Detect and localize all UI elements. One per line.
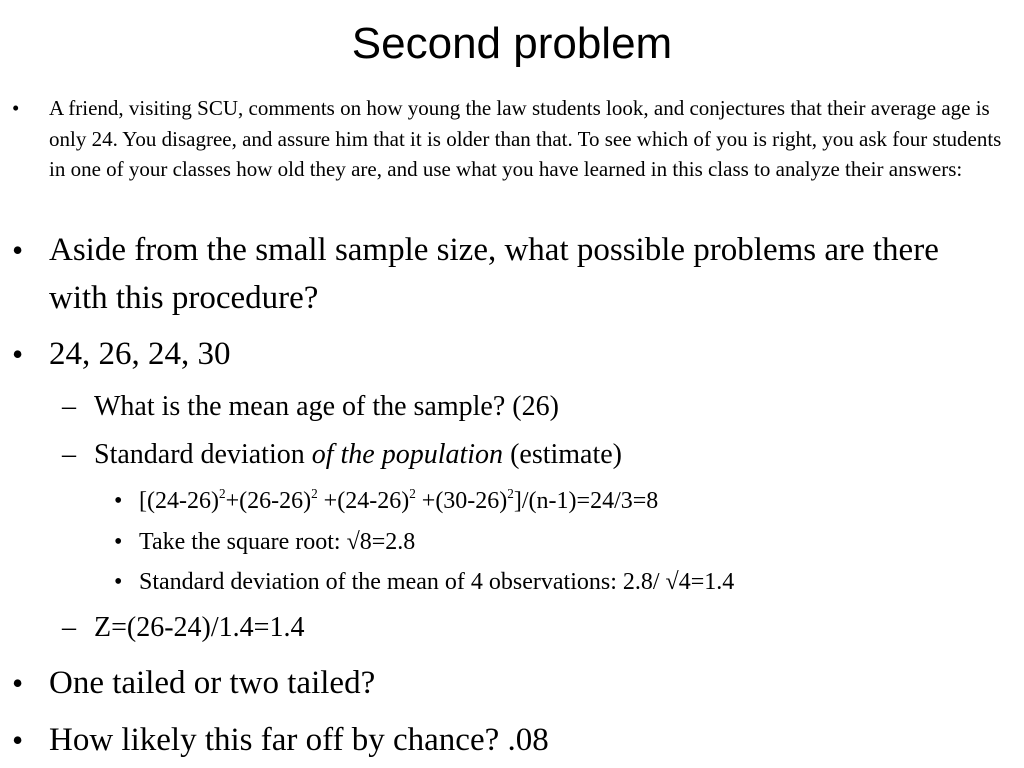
bullet-icon: • <box>12 232 24 268</box>
chance-text: How likely this far off by chance? .08 <box>49 722 549 758</box>
formula-part: +(30-26) <box>415 488 508 514</box>
sd-text-start: Standard deviation <box>94 439 312 470</box>
mean-subitem <box>0 387 1024 427</box>
ages-text: 24, 26, 24, 30 <box>49 336 231 372</box>
z-subitem <box>0 608 1024 648</box>
formula-text <box>139 484 999 518</box>
formula-exponent: 2 <box>218 486 226 502</box>
sd-text-italic: of the population <box>311 439 504 470</box>
formula-exponent: 2 <box>311 486 318 502</box>
formula-exponent: 2 <box>507 486 514 502</box>
question-text: Aside from the small sample size, what possible problems are there with this procedure? <box>49 232 939 316</box>
sd-text-end: (estimate) <box>503 439 623 470</box>
bullet-icon: • <box>12 665 24 701</box>
sd-subitem <box>0 435 1024 475</box>
question-bullet-item <box>0 226 1024 322</box>
bullet-icon: • <box>114 488 123 514</box>
formula-part: ]/(n-1)=24/3=8 <box>513 488 659 514</box>
tails-bullet-item <box>0 659 1024 707</box>
sd-text <box>94 435 994 475</box>
ages-bullet-item <box>0 330 1024 378</box>
bullet-icon: • <box>114 529 123 555</box>
formula-exponent: 2 <box>409 486 416 502</box>
formula-part: [(24-26) <box>139 488 219 514</box>
formula-item <box>0 484 1024 518</box>
sdmean-item <box>0 565 1024 599</box>
sqrt-item <box>0 525 1024 559</box>
bullet-icon: • <box>114 569 123 595</box>
formula-part: +(24-26) <box>317 488 410 514</box>
dash-icon: – <box>62 612 76 643</box>
formula-part: +(26-26) <box>225 488 312 514</box>
z-text: Z=(26-24)/1.4=1.4 <box>94 612 305 643</box>
tails-text: One tailed or two tailed? <box>49 665 376 701</box>
bullet-icon: • <box>12 722 24 758</box>
dash-icon: – <box>62 439 76 470</box>
slide-title: Second problem <box>351 19 673 68</box>
intro-bullet-item <box>0 93 1024 215</box>
intro-text: A friend, visiting SCU, comments on how young the law students look, and conjectures that their average age is only 24. You disagree, and assure him that it is older than that. To see which of you is right, you ask four students in one of your classes how old they are, and use what you have learned in this class to analyze their answers: <box>49 96 1002 181</box>
dash-icon: – <box>62 391 76 422</box>
bullet-icon: • <box>12 96 20 120</box>
bullet-icon: • <box>12 336 24 372</box>
sqrt-text: Take the square root: √8=2.8 <box>139 529 416 555</box>
mean-text: What is the mean age of the sample? (26) <box>94 391 559 422</box>
chance-bullet-item <box>0 716 1024 764</box>
sdmean-text: Standard deviation of the mean of 4 observations: 2.8/ √4=1.4 <box>139 569 735 595</box>
